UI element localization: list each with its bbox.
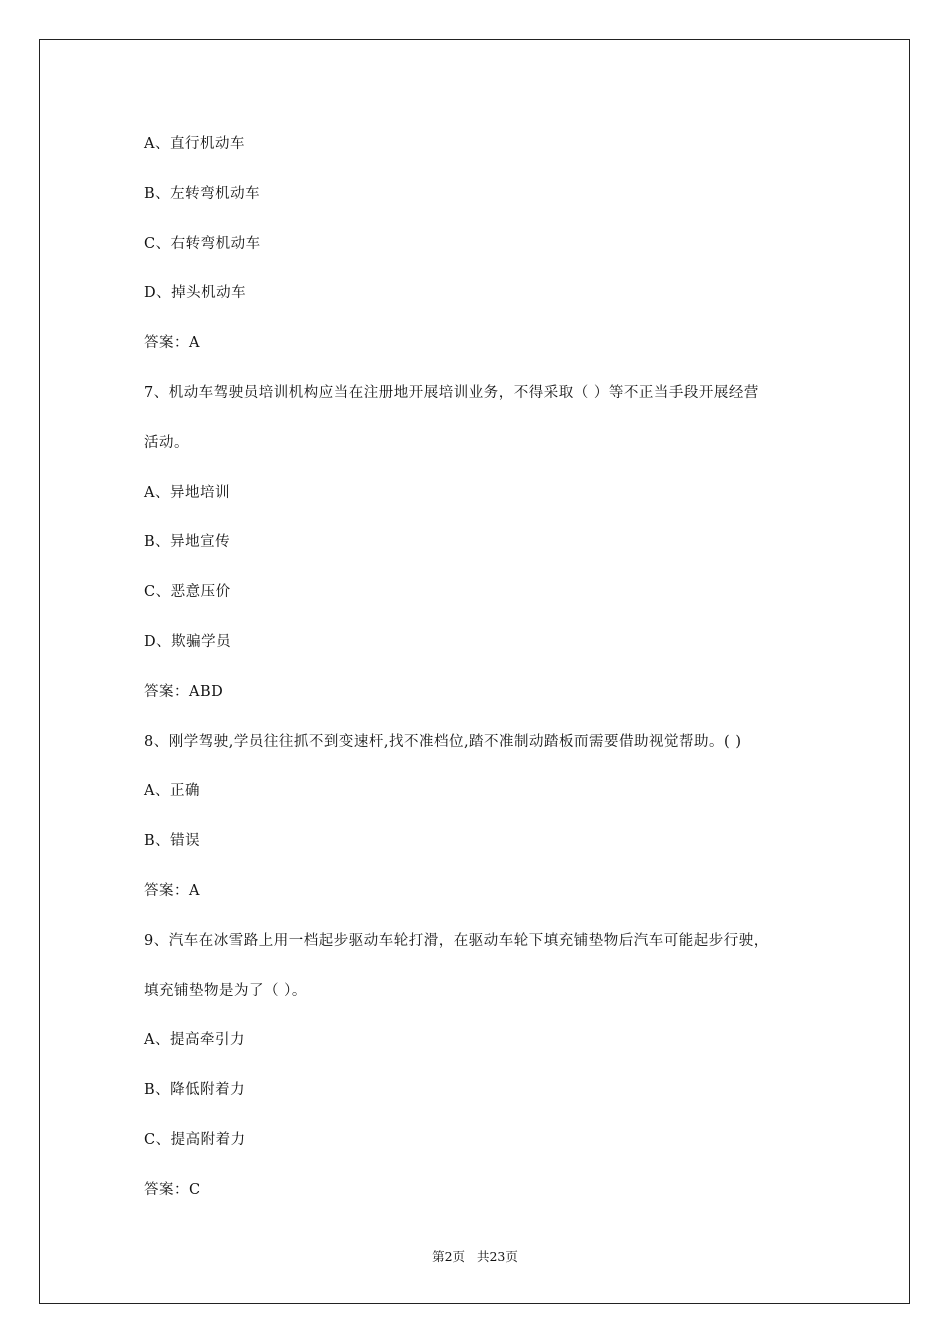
question-line: 7、机动车驾驶员培训机构应当在注册地开展培训业务，不得采取（ ）等不正当手段开展经营 — [144, 384, 759, 401]
option-line: D、掉头机动车 — [144, 285, 247, 302]
answer-line: 答案：ABD — [144, 683, 224, 700]
option-line: A、正确 — [144, 783, 200, 800]
answer-line: 答案：A — [144, 335, 200, 352]
question-line: 9、汽车在冰雪路上用一档起步驱动车轮打滑，在驱动车轮下填充铺垫物后汽车可能起步行驶， — [144, 932, 769, 949]
option-line: D、欺骗学员 — [144, 633, 232, 650]
question-line: 活动。 — [144, 434, 189, 451]
option-line: B、降低附着力 — [144, 1082, 246, 1099]
page-footer: 第2页 共23页 — [432, 1249, 518, 1264]
option-line: C、右转弯机动车 — [144, 235, 261, 252]
answer-line: 答案：C — [144, 1181, 201, 1198]
option-line: B、错误 — [144, 833, 201, 850]
option-line: A、提高牵引力 — [144, 1032, 245, 1049]
option-line: C、提高附着力 — [144, 1131, 246, 1148]
question-line: 8、刚学驾驶,学员往往抓不到变速杆,找不准档位,踏不准制动踏板而需要借助视觉帮助。( ) — [144, 733, 742, 750]
option-line: A、异地培训 — [144, 484, 230, 501]
option-line: B、左转弯机动车 — [144, 185, 261, 202]
option-line: B、异地宣传 — [144, 534, 231, 551]
option-line: C、恶意压价 — [144, 584, 231, 601]
document-body — [144, 120, 824, 1216]
answer-line: 答案：A — [144, 882, 200, 899]
question-line: 填充铺垫物是为了（ ）。 — [144, 982, 307, 999]
option-line: A、直行机动车 — [144, 136, 245, 152]
